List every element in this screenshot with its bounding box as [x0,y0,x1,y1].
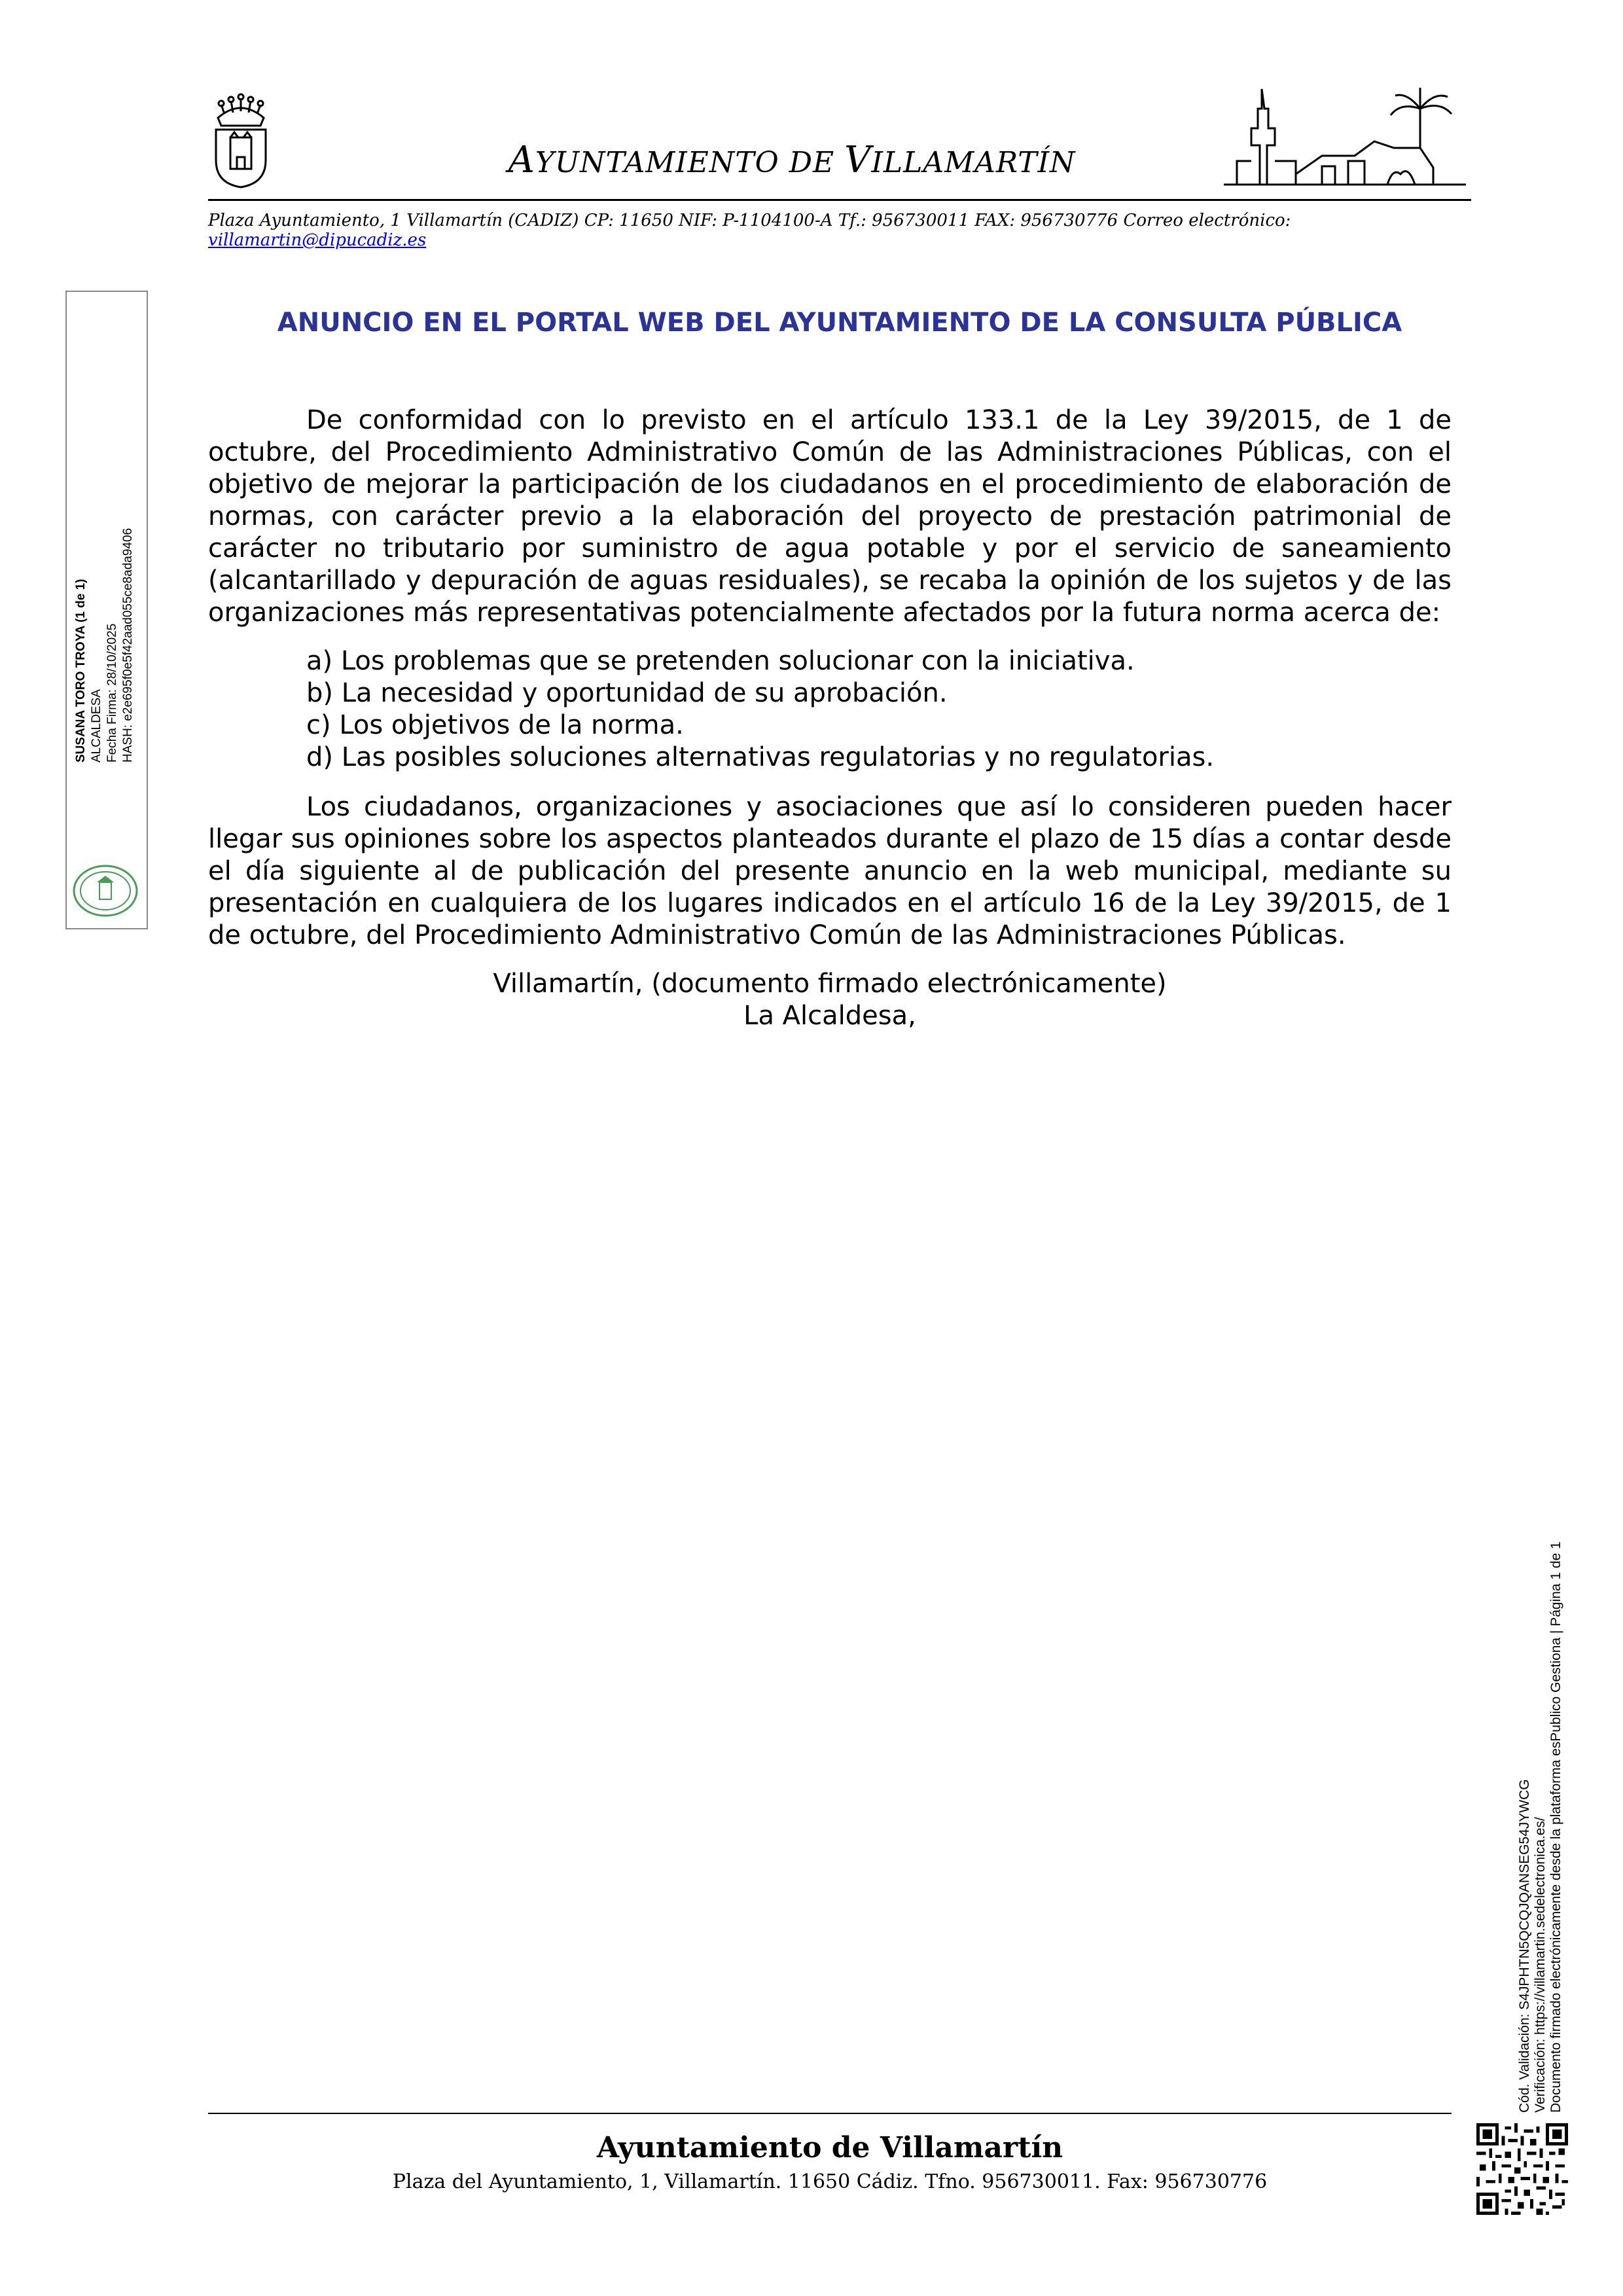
closing-signer: La Alcaldesa, [743,1001,916,1031]
list-item: a) Los problemas que se pretenden solucionar con la iniciativa. [306,646,1135,676]
list-item: b) La necesidad y oportunidad de su aprobación. [306,678,948,708]
signer-name: SUSANA TORO TROYA (1 de 1) [74,579,88,762]
paragraph-submissions: Los ciudadanos, organizaciones y asociaciones que así lo consideren pueden hacer llegar sus opiniones sobre los aspectos planteados durante el plazo de 15 días a contar desde el día siguiente al de publicación del presente anuncio en la web municipal, mediante su presentación en cualquiera de los lugares indicados en el artículo 16 de la Ley 39/2015, de 1 de octubre, del Procedimiento Administrativo Común de las Administraciones Públicas. [208,792,1452,950]
footer-divider [208,2113,1452,2114]
list-item: c) Los objetivos de la norma. [306,710,684,740]
municipal-seal-icon [71,863,140,919]
header-title-rest2: ILLAMARTÍN [871,146,1076,179]
paragraph-intro: De conformidad con lo previsto en el artículo 133.1 de la Ley 39/2015, de 1 de octubre, del Procedimiento Administrativo Común de las Administraciones Públicas, con el objetivo de mejorar la participación de los ciudadanos en el procedimiento de elaboración de normas, con carácter previo a la elaboración del proyecto de prestación patrimonial de carácter no tributario por suministro de agua potable y por el servicio de saneamiento (alcantarillado y depuración de aguas residuales), se recaba la opinión de los sujetos y de las organizaciones más representativas potencialmente afectados por la futura norma acerca de: [208,405,1452,628]
document-body [208,404,1452,1032]
document-title: ANUNCIO EN EL PORTAL WEB DEL AYUNTAMIENTO DE LA CONSULTA PÚBLICA [277,308,1402,338]
verification-url[interactable]: Verificación: https://villamartin.sedelectronica.es/ [1533,1817,1548,2113]
signature-date: Fecha Firma: 28/10/2025 [105,623,119,762]
signer-role: ALCALDESA [90,689,103,762]
footer-name: Ayuntamiento de Villamartín [596,2131,1063,2164]
signature-info [73,488,136,762]
platform-note: Documento firmado electrónicamente desde la plataforma esPublico Gestiona | Página 1 de 1 [1548,1541,1563,2113]
closing-block [208,968,1452,1032]
coat-of-arms-icon [208,92,274,190]
header-address-text: Plaza Ayuntamiento, 1 Villamartín (CADIZ) CP: 11650 NIF: P-1104100-A Tf.: 956730011 FAX: 956730776 Correo electrónico: [208,211,1291,230]
qr-code-icon[interactable] [1476,2123,1568,2215]
footer-address: Plaza del Ayuntamiento, 1, Villamartín. 11650 Cádiz. Tfno. 956730011. Fax: 956730776 [392,2170,1268,2193]
header-title-cap2: V [844,139,872,181]
list-item: d) Las posibles soluciones alternativas regulatorias y no regulatorias. [306,742,1215,772]
header-address [208,211,1471,250]
header-title-rest1: YUNTAMIENTO DE [535,146,845,179]
email-link[interactable]: villamartin@dipucadiz.es [208,230,427,250]
header-title [366,139,1217,181]
verification-info [1517,1393,1564,2113]
header-divider [208,199,1471,201]
signature-hash: HASH: e2e695f0e5f42aad055ce8ada9406 [121,528,135,762]
town-skyline-icon [1224,82,1466,187]
header-title-cap1: A [508,139,535,181]
closing-place: Villamartín, (documento firmado electrónicamente) [493,969,1167,999]
consultation-list [208,645,1452,774]
validation-code: Cód. Validación: S4JPHTN5QCQJQANSEG54JYWCG [1517,1779,1532,2113]
